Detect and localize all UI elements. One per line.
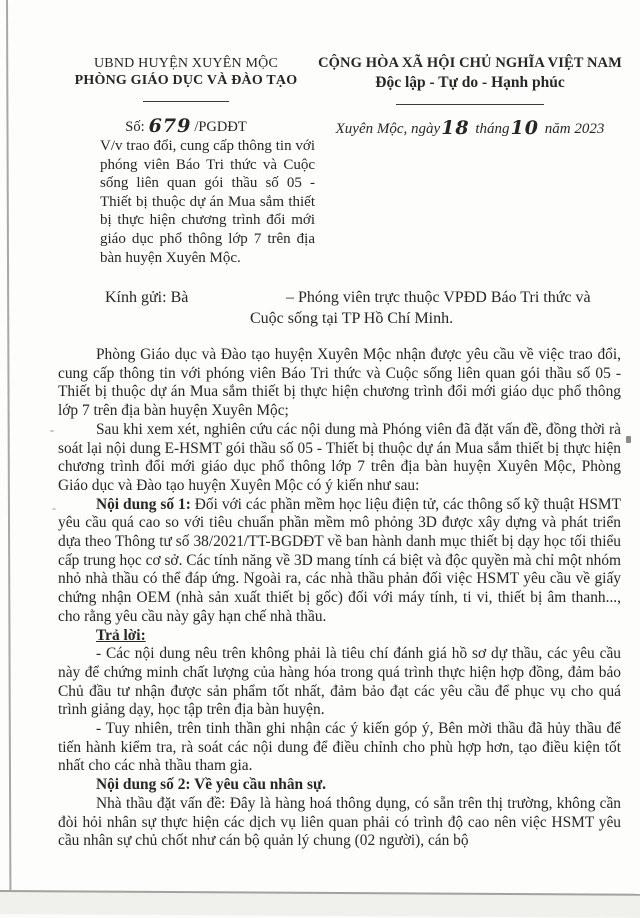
document-number: [60, 115, 312, 137]
scan-left-page-edge: [6, 0, 11, 895]
national-header-block: [314, 55, 626, 138]
place-dateline: [314, 117, 626, 139]
dateline-month-word: tháng: [475, 121, 510, 137]
paragraph-reply-2: - Tuy nhiên, trên tinh thần ghi nhận các ý kiến góp ý, Bên mời thầu đã hủy thầu để tiến hành kiểm tra, rà soát các nội dung để điều chỉnh cho phù hợp hơn, tạo điều kiện tốt nhất cho các nhà thầu tham gia.: [58, 720, 621, 775]
redacted-recipient-name: [201, 291, 283, 307]
scan-speck: [52, 508, 56, 510]
subject-abstract: V/v trao đổi, cung cấp thông tin với phóng viên Báo Tri thức và Cuộc sống liên quan gói thầu số 05 - Thiết bị thuộc dự án Mua sắm thiết bị thực hiện chương trình đổi mới giáo dục phổ thông lớp 7 trên địa bàn huyện Xuyên Mộc.: [100, 138, 315, 266]
salutation-label: Kính gửi: Bà: [105, 289, 189, 306]
national-motto: Độc lập - Tự do - Hạnh phúc: [375, 74, 565, 91]
dateline-prefix: Xuyên Mộc, ngày: [335, 121, 441, 137]
salutation-line2: Cuộc sống tại TP Hồ Chí Minh.: [250, 310, 454, 327]
letter-body: [58, 346, 621, 851]
document-number-handwritten: 679: [148, 115, 192, 137]
dateline-month-handwritten: 10: [510, 117, 540, 139]
paragraph-review: Sau khi xem xét, nghiên cứu các nội dung mà Phóng viên đã đặt vấn đề, đồng thời rà soát lại nội dung E-HSMT gói thầu số 05 - Thiết bị thuộc dự án Mua sắm thiết bị thực hiện chương trình đổi mới giáo dục phổ thông lớp 7 trên địa bàn huyện Xuyên Mộc, Phòng Giáo dục và Đào tạo huyện Xuyên Mộc có ý kiến như sau:: [58, 420, 621, 494]
issuer-org-name: PHÒNG GIÁO DỤC VÀ ĐÀO TẠO: [74, 73, 298, 88]
dateline-year: năm 2023: [544, 121, 605, 137]
paragraph-intro: Phòng Giáo dục và Đào tạo huyện Xuyên Mộc nhận được yêu cầu về việc trao đổi, cung cấp thông tin với phóng viên Báo Tri thức và Cuộc sống liên quan gói thầu số 05 - Thiết bị thuộc dự án Mua sắm thiết bị thực hiện chương trình đổi mới giáo dục phổ thông lớp 7 trên địa bàn huyện Xuyên Mộc;: [58, 346, 621, 420]
paragraph-reply-1: - Các nội dung nêu trên không phải là tiêu chí đánh giá hồ sơ dự thầu, các yêu cầu này để chứng minh chất lượng của hàng hóa trong quá trình thực hiện hợp đồng, đảm bảo Chủ đầu tư nhận được sản phẩm tốt nhất, đảm bảo đạt các yêu cầu để phục vụ cho quá trình giảng dạy, học tập trên địa bàn huyện.: [58, 645, 621, 719]
reply-heading: Trả lời:: [96, 626, 146, 644]
paragraph-reply-heading: [58, 627, 621, 646]
national-title: CỘNG HÒA XÃ HỘI CHỦ NGHĨA VIỆT NAM: [318, 55, 622, 71]
scan-speck: [626, 436, 631, 443]
paragraph-issue-2: Nhà thầu đặt vấn đề: Đây là hàng hoá thông dụng, có sẵn trên thị trường, không cần đòi hỏi nhân sự thực hiện các dịch vụ liên quan phải có trình độ cao nên việc HSMT yêu cầu nhân sự chủ chốt như cán bộ quản lý chung (02 người), cán bộ: [58, 794, 621, 850]
issue-1-heading: Nội dung số 1:: [96, 495, 191, 513]
motto-underline: [396, 104, 544, 105]
document-number-label: Số:: [125, 119, 145, 135]
scan-speck: [50, 430, 54, 432]
paragraph-issue-1: Nội dung số 1: Đối với các phần mềm học liệu điện tử, các thông số kỹ thuật HSMT yêu cầu quá cao so với tiêu chuẩn phần mềm mô phỏng 3D được xây dựng và phát triển dựa theo Thông tư số 38/2021/TT-BGDĐT về ban hành danh mục thiết bị dạy học tối thiểu cấp trung học cơ sở. Các tính năng về 3D mang tính cá biệt và độc quyền mà chỉ một nhóm nhỏ nhà thầu có thể đáp ứng. Ngoài ra, các nhà thầu phản đối việc HSMT yêu cầu về giấy chứng nhận OEM (nhà sản xuất thiết bị gốc) đối với máy tính, ti vi, thiết bị âm thanh..., cho rằng yêu cầu này gây hạn chế nhà thầu.: [58, 495, 621, 625]
issuer-underline: [143, 101, 229, 102]
salutation-line1: – Phóng viên trực thuộc VPĐD Báo Tri thức và: [286, 289, 591, 306]
document-number-suffix: /PGDĐT: [194, 119, 247, 135]
issuer-parent-org: UBND HUYỆN XUYÊN MỘC: [93, 56, 279, 71]
paragraph-issue-2-heading: [58, 776, 621, 795]
dateline-day-handwritten: 18: [441, 117, 470, 139]
issuer-block: [60, 56, 312, 136]
issue-2-heading: Nội dung số 2: Về yêu cầu nhân sự.: [96, 776, 327, 794]
